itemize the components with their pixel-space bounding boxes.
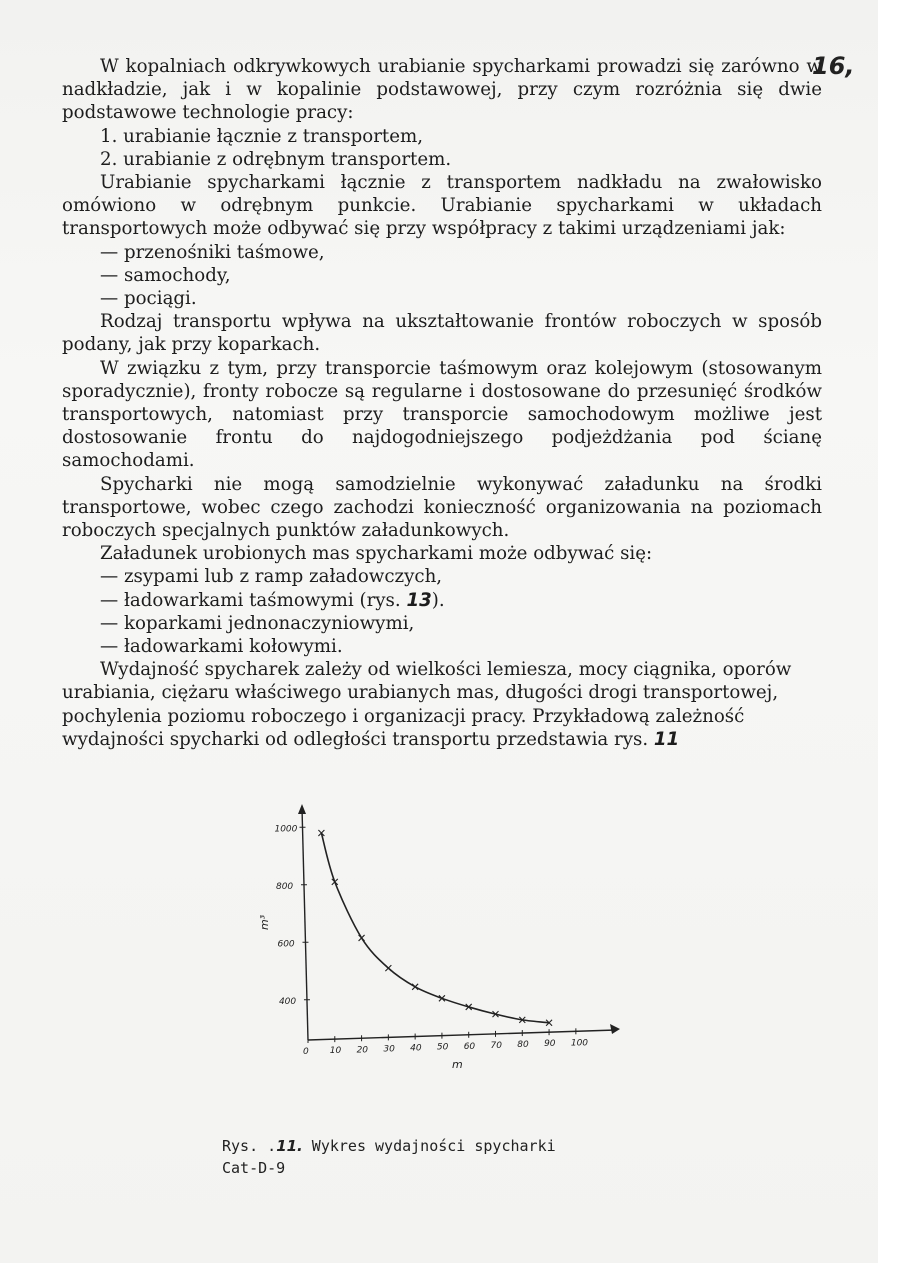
caption-prefix: Rys. . xyxy=(222,1137,277,1155)
x-tick-label: 10 xyxy=(329,1046,342,1057)
x-tick-label: 30 xyxy=(383,1044,395,1055)
list-item: 2. urabianie z odrębnym transportem. xyxy=(100,148,452,170)
list-item: — ładowarkami kołowymi. xyxy=(100,636,343,658)
y-tick-label: 400 xyxy=(278,996,297,1007)
x-tick-label: 90 xyxy=(544,1039,556,1050)
list-item xyxy=(62,589,822,612)
caption-number: 11. xyxy=(276,1137,303,1155)
figure-ref-number: 13 xyxy=(406,589,432,611)
series-line xyxy=(321,833,549,1023)
list-item-text: — ładowarkami taśmowymi (rys. xyxy=(100,589,407,611)
x-axis-line xyxy=(308,1030,616,1040)
chart xyxy=(250,800,630,1080)
x-tick-label: 0 xyxy=(303,1047,309,1057)
paragraph: W związku z tym, przy transporcie taśmowym oraz kolejowym (stosowanym sporadycznie), fronty robocze są regularne i dostosowane do przesunięć środków transportowych, natomiast przy transporcie samochodowym możliwe jest dostosowanie frontu do najdogodniejszego podjeżdżania pod ścianę samochodami. xyxy=(62,357,822,472)
y-tick-label: 600 xyxy=(277,939,295,950)
paragraph: Rodzaj transportu wpływa na ukształtowanie frontów roboczych w sposób podany, jak przy koparkach. xyxy=(62,311,822,356)
paragraph: W kopalniach odkrywkowych urabianie spycharkami prowadzi się zarówno w nadkładzie, jak i w kopalinie podstawowej, przy czym rozróżnia się dwie podstawowe technologie pracy: xyxy=(62,56,822,124)
x-tick-label: 40 xyxy=(410,1043,422,1054)
paragraph-text: Wydajność spycharek zależy od wielkości lemiesza, mocy ciągnika, oporów urabiania, ciężaru właściwego urabianych mas, długości drogi transportowej, pochylenia poziomu roboczego i organizacji pracy. Przykładową zależność wydajności spycharki od odległości transportu przedstawia rys. xyxy=(62,659,792,750)
figure-caption xyxy=(222,1135,556,1179)
x-axis-arrow xyxy=(610,1024,620,1034)
x-tick-label: 20 xyxy=(356,1045,369,1056)
paragraph: Spycharki nie mogą samodzielnie wykonywać załadunku na środki transportowe, wobec czego zachodzi konieczność organizowania na poziomach roboczych specjalnych punktów załadunkowych. xyxy=(62,473,822,542)
paragraph xyxy=(62,658,822,751)
x-tick-label: 70 xyxy=(490,1040,502,1051)
y-axis-arrow xyxy=(298,804,306,814)
data-point xyxy=(412,984,418,990)
list-item: — przenośniki taśmowe, xyxy=(100,241,325,263)
x-tick-label: 100 xyxy=(570,1038,589,1049)
x-tick-label: 50 xyxy=(436,1042,449,1053)
page-number: 16, xyxy=(812,52,855,80)
list-item: — samochody, xyxy=(100,264,231,286)
caption-line xyxy=(222,1135,556,1157)
scan-margin xyxy=(878,0,918,1263)
body-text xyxy=(62,55,822,751)
y-axis-line xyxy=(302,808,308,1040)
figure-ref-number: 11 xyxy=(653,728,680,750)
chart-svg xyxy=(250,800,630,1080)
y-axis-label: m³ xyxy=(258,914,271,930)
y-tick-label: 1000 xyxy=(274,824,298,835)
list-item: 1. urabianie łącznie z transportem, xyxy=(100,125,423,147)
list-item-end: ). xyxy=(431,589,445,611)
paragraph: Załadunek urobionych mas spycharkami może odbywać się: xyxy=(100,543,653,565)
list-item: — zsypami lub z ramp załadowczych, xyxy=(100,566,443,588)
x-axis-label: m xyxy=(452,1058,463,1071)
paragraph: Urabianie spycharkami łącznie z transportem nadkładu na zwałowisko omówiono w odrębnym punkcie. Urabianie spycharkami w układach transportowych może odbywać się przy współpracy z takimi urządzeniami jak: xyxy=(62,172,822,240)
list-item: — koparkami jednonaczyniowymi, xyxy=(100,612,415,634)
y-tick-label: 800 xyxy=(275,881,294,892)
caption-model: Cat-D-9 xyxy=(222,1159,286,1177)
x-tick-label: 60 xyxy=(463,1041,476,1052)
data-point xyxy=(385,965,391,971)
caption-text: Wykres wydajności spycharki xyxy=(302,1137,556,1155)
list-item: — pociągi. xyxy=(100,288,197,310)
data-point xyxy=(359,935,365,941)
x-tick-label: 80 xyxy=(517,1040,529,1051)
